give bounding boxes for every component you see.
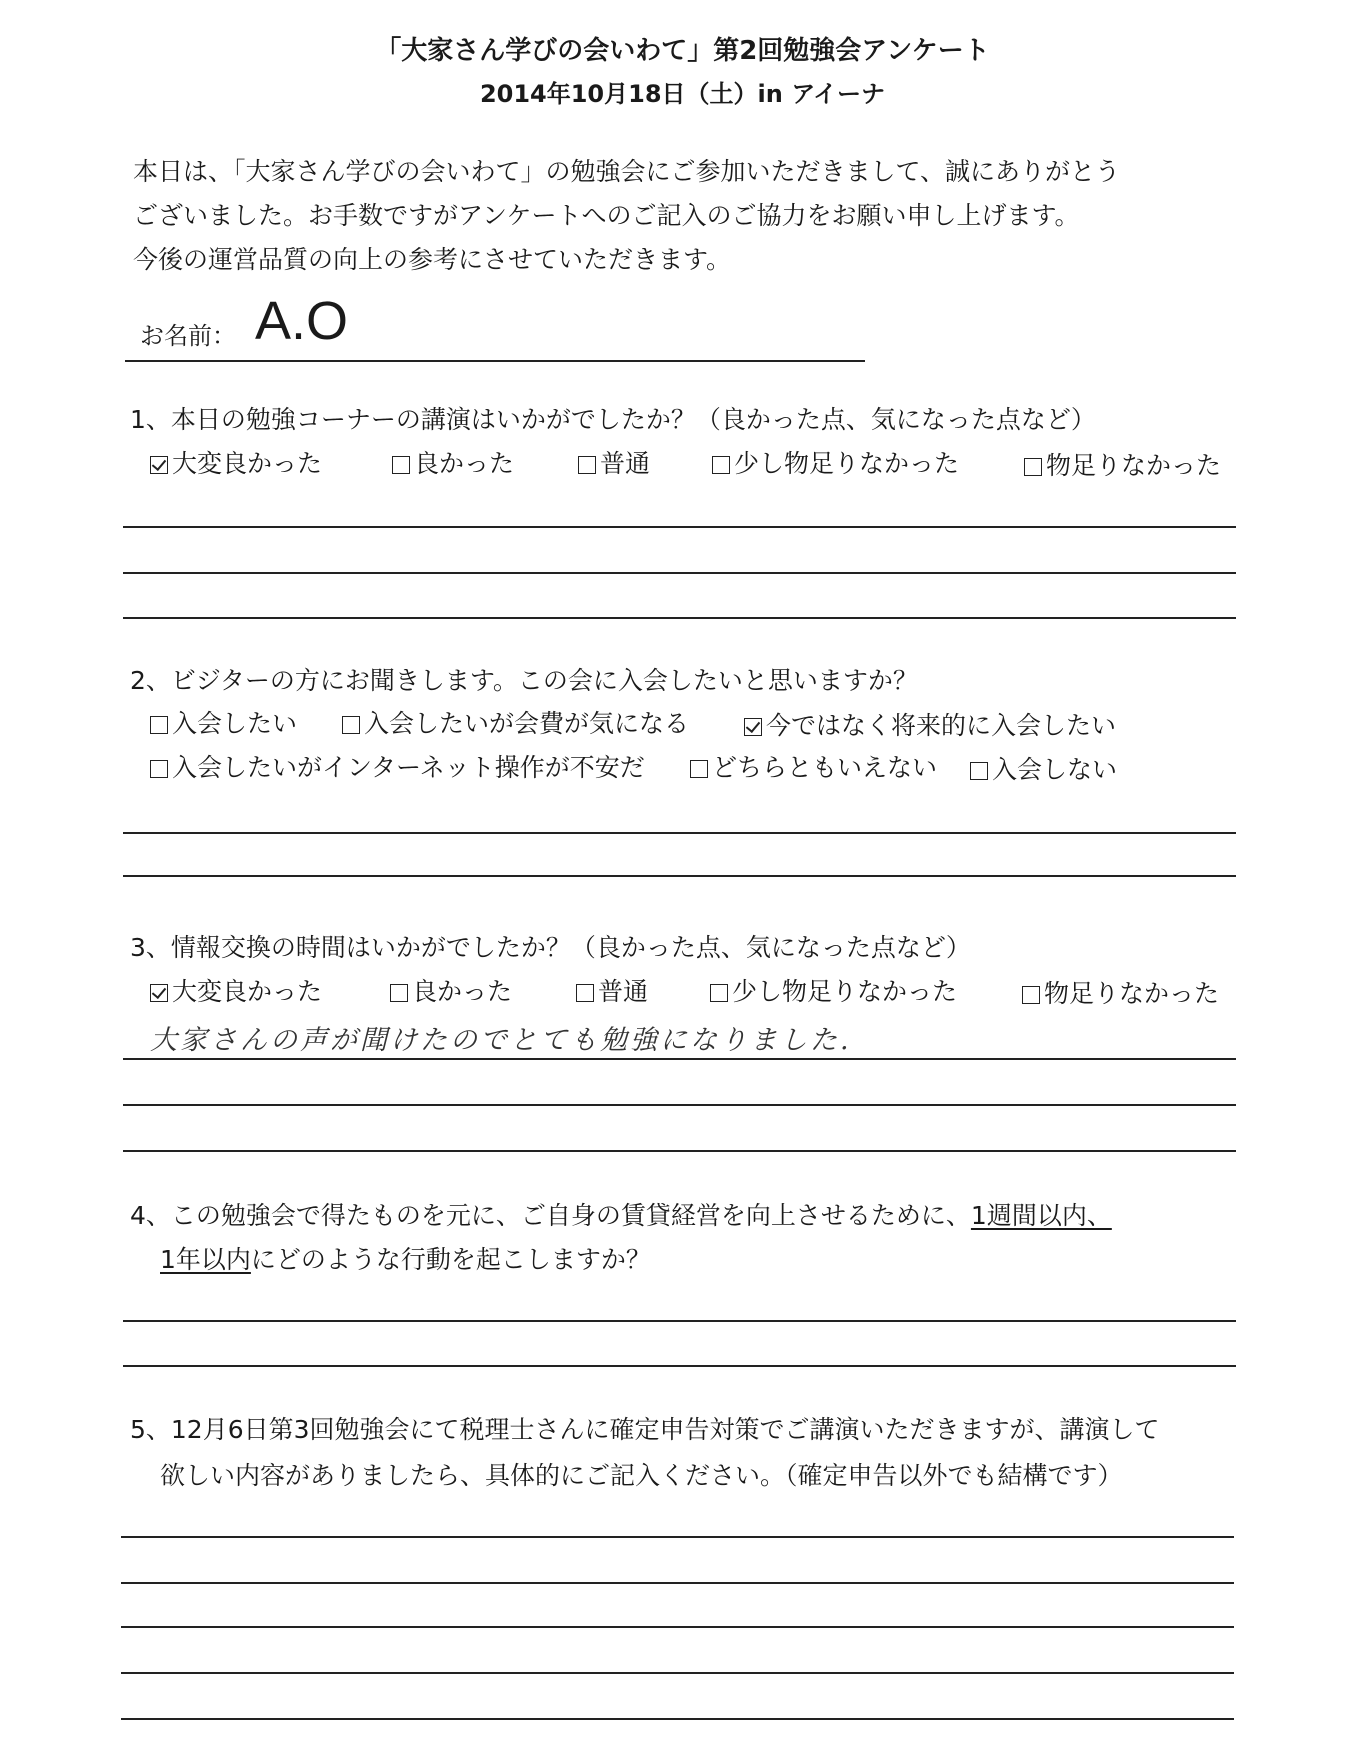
q3-option-5[interactable]: 物足りなかった bbox=[1022, 974, 1219, 1010]
name-label: お名前： bbox=[140, 322, 236, 350]
name-underline bbox=[125, 360, 865, 362]
question-4-line-1: 4、この勉強会で得たものを元に、ご自身の賃貸経営を向上させるために、1週間以内、 bbox=[130, 1201, 1112, 1230]
q4-answer-line-1[interactable] bbox=[123, 1320, 1236, 1322]
q2-option-5[interactable]: どちらともいえない bbox=[690, 748, 937, 784]
q1-option-1[interactable]: 大変良かった bbox=[150, 444, 322, 480]
question-3: 3、情報交換の時間はいかがでしたか？（良かった点、気になった点など） bbox=[130, 933, 971, 962]
form-title: 「大家さん学びの会いわて」第2回勉強会アンケート bbox=[375, 36, 990, 66]
question-4-line-2: 1年以内にどのような行動を起こしますか？ bbox=[160, 1245, 651, 1274]
underlined-term-1-year: 1年以内 bbox=[160, 1245, 251, 1274]
form-subtitle: 2014年10月18日（土）in アイーナ bbox=[479, 80, 886, 108]
intro-line-2: ございました。お手数ですがアンケートへのご記入のご協力をお願い申し上げます。 bbox=[133, 201, 1080, 230]
q1-answer-line-2[interactable] bbox=[123, 572, 1236, 574]
q3-option-1[interactable]: 大変良かった bbox=[150, 972, 322, 1008]
checkbox-checked-icon[interactable] bbox=[744, 718, 762, 736]
q3-answer-line-2[interactable] bbox=[123, 1104, 1236, 1106]
intro-line-1: 本日は、「大家さん学びの会いわて」の勉強会にご参加いただきまして、誠にありがとう bbox=[133, 157, 1121, 186]
intro-line-3: 今後の運営品質の向上の参考にさせていただきます。 bbox=[133, 245, 732, 274]
question-1: 1、本日の勉強コーナーの講演はいかがでしたか？（良かった点、気になった点など） bbox=[130, 405, 1096, 434]
checkbox-checked-icon[interactable] bbox=[150, 984, 168, 1002]
q2-option-3[interactable]: 今ではなく将来的に入会したい bbox=[744, 706, 1116, 742]
q2-option-4[interactable]: 入会したいがインターネット操作が不安だ bbox=[150, 748, 645, 784]
q2-answer-line-2[interactable] bbox=[123, 875, 1236, 877]
q2-answer-line-1[interactable] bbox=[123, 832, 1236, 834]
name-value[interactable]: A.O bbox=[255, 291, 349, 351]
q1-answer-line-3[interactable] bbox=[123, 617, 1236, 619]
checkbox-icon[interactable] bbox=[576, 984, 594, 1002]
checkbox-icon[interactable] bbox=[690, 760, 708, 778]
q3-answer-line-1[interactable] bbox=[123, 1058, 1236, 1060]
q5-answer-line-3[interactable] bbox=[121, 1626, 1234, 1628]
checkbox-icon[interactable] bbox=[390, 984, 408, 1002]
q5-answer-line-4[interactable] bbox=[121, 1672, 1234, 1674]
question-5-line-2: 欲しい内容がありましたら、具体的にご記入ください。（確定申告以外でも結構です） bbox=[160, 1461, 1123, 1490]
checkbox-icon[interactable] bbox=[578, 456, 596, 474]
q1-option-5[interactable]: 物足りなかった bbox=[1024, 446, 1221, 482]
q3-answer-line-3[interactable] bbox=[123, 1150, 1236, 1152]
checkbox-icon[interactable] bbox=[712, 456, 730, 474]
q5-answer-line-1[interactable] bbox=[121, 1536, 1234, 1538]
checkbox-icon[interactable] bbox=[392, 456, 410, 474]
underlined-term-1-week: 1週間以内、 bbox=[970, 1201, 1112, 1230]
q2-option-6[interactable]: 入会しない bbox=[970, 750, 1117, 786]
q4-answer-line-2[interactable] bbox=[123, 1365, 1236, 1367]
checkbox-icon[interactable] bbox=[1024, 458, 1042, 476]
q5-answer-line-5[interactable] bbox=[121, 1718, 1234, 1720]
checkbox-icon[interactable] bbox=[1022, 986, 1040, 1004]
q2-option-1[interactable]: 入会したい bbox=[150, 704, 297, 740]
q3-option-3[interactable]: 普通 bbox=[576, 972, 648, 1008]
question-5-line-1: 5、12月6日第3回勉強会にて税理士さんに確定申告対策でご講演いただきますが、講演して bbox=[130, 1415, 1160, 1444]
q1-option-3[interactable]: 普通 bbox=[578, 444, 650, 480]
checkbox-icon[interactable] bbox=[970, 762, 988, 780]
checkbox-icon[interactable] bbox=[150, 716, 168, 734]
q3-handwritten-answer[interactable]: 大家さんの声が聞けたのでとても勉強になりました. bbox=[150, 1025, 852, 1056]
q3-option-4[interactable]: 少し物足りなかった bbox=[710, 972, 957, 1008]
checkbox-icon[interactable] bbox=[710, 984, 728, 1002]
checkbox-icon[interactable] bbox=[342, 716, 360, 734]
question-2: 2、ビジターの方にお聞きします。この会に入会したいと思いますか？ bbox=[130, 666, 918, 695]
checkbox-icon[interactable] bbox=[150, 760, 168, 778]
q1-answer-line-1[interactable] bbox=[123, 526, 1236, 528]
q3-option-2[interactable]: 良かった bbox=[390, 972, 512, 1008]
checkbox-checked-icon[interactable] bbox=[150, 456, 168, 474]
q2-option-2[interactable]: 入会したいが会費が気になる bbox=[342, 704, 689, 740]
q5-answer-line-2[interactable] bbox=[121, 1582, 1234, 1584]
q1-option-2[interactable]: 良かった bbox=[392, 444, 514, 480]
q1-option-4[interactable]: 少し物足りなかった bbox=[712, 444, 959, 480]
